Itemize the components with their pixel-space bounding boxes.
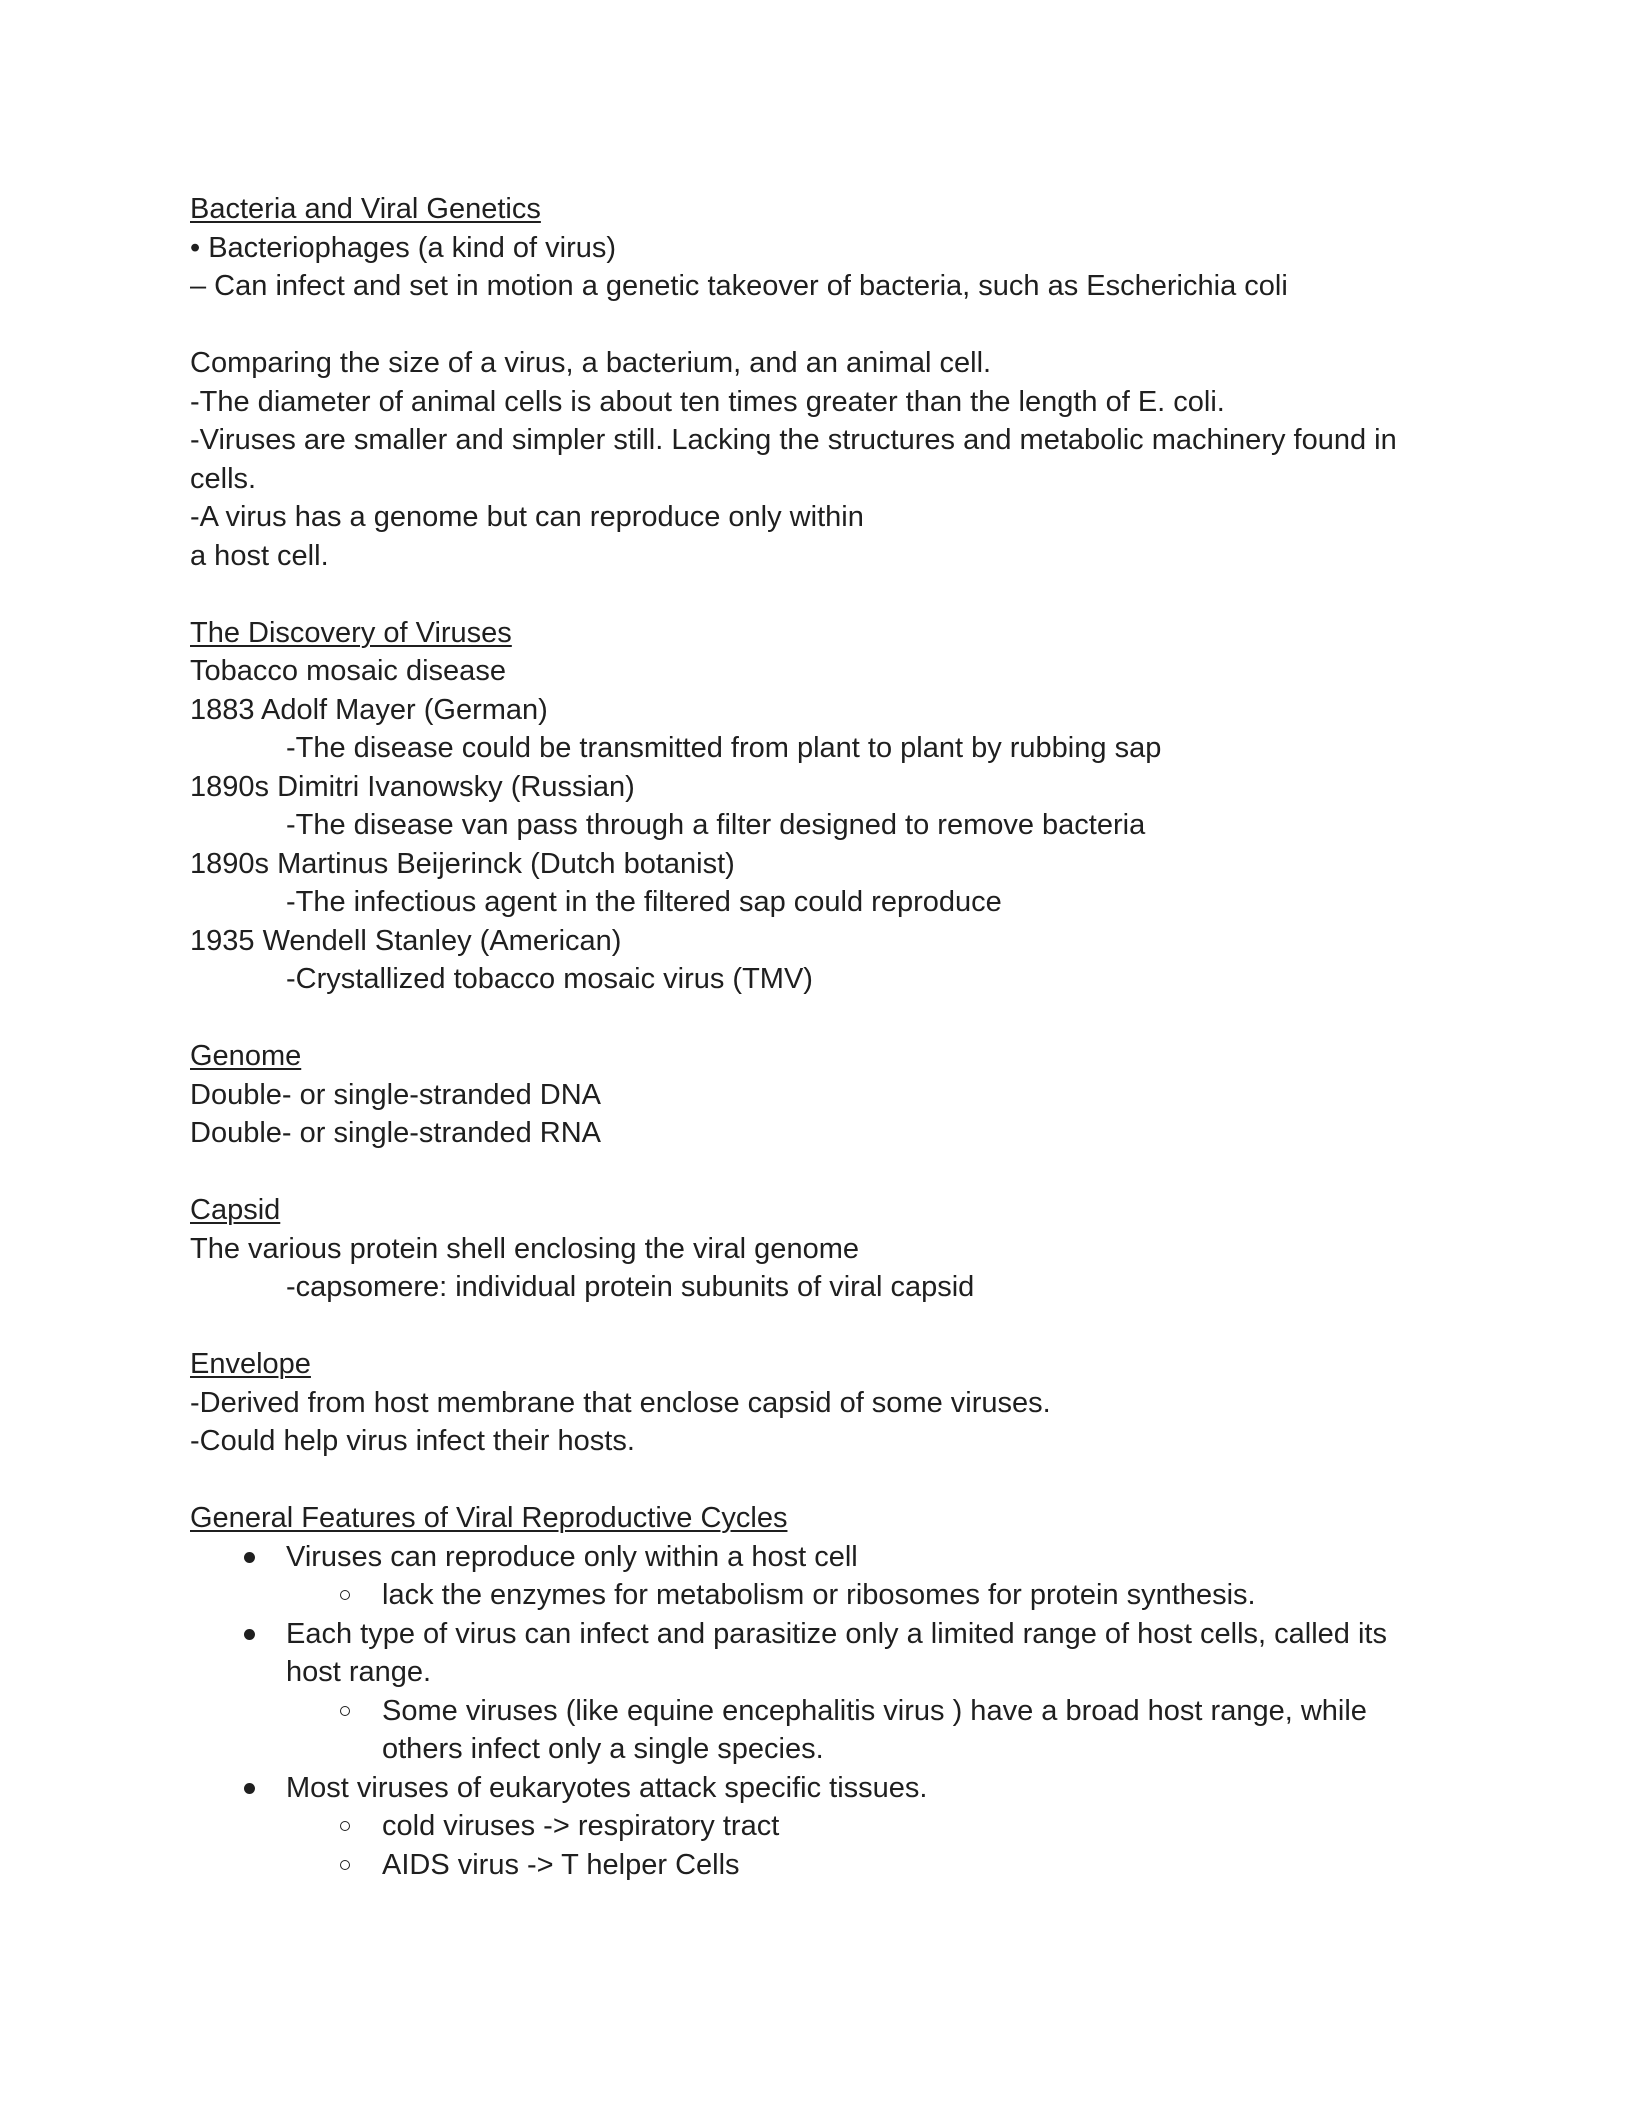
text-line: -Derived from host membrane that enclose capsid of some viruses. (190, 1386, 1051, 1419)
discovery-entry-title: 1890s Dimitri Ivanowsky (Russian) (190, 770, 635, 803)
bullet-item (190, 1615, 1450, 1692)
text-line: Double- or single-stranded DNA (190, 1078, 602, 1111)
text-line: a host cell. (190, 539, 329, 572)
text-line: -Viruses are smaller and simpler still. Lacking the structures and metabolic machinery found in (190, 424, 1397, 456)
hollow-circle-icon (340, 1860, 350, 1870)
bullet-dot-icon (244, 1783, 255, 1794)
heading-bacteria-viral-genetics: Bacteria and Viral Genetics (190, 193, 541, 225)
hollow-circle-icon (340, 1590, 350, 1600)
sub-bullet-text: cold viruses -> respiratory tract (382, 1810, 780, 1842)
discovery-entry-title: 1935 Wendell Stanley (American) (190, 924, 622, 957)
text-line: cells. (190, 462, 257, 495)
bullet-dot-icon (244, 1629, 255, 1640)
discovery-entry-title: 1890s Martinus Beijerinck (Dutch botanist) (190, 847, 735, 880)
heading-reproductive-cycles: General Features of Viral Reproductive Cycles (190, 1502, 788, 1534)
text-line: The various protein shell enclosing the viral genome (190, 1232, 859, 1265)
document-body (190, 190, 1450, 1884)
sub-bullet-item (190, 1846, 1450, 1885)
text-line: Double- or single-stranded RNA (190, 1117, 602, 1149)
hollow-circle-icon (340, 1821, 350, 1831)
text-line: – Can infect and set in motion a genetic takeover of bacteria, such as Escherichia coli (190, 270, 1288, 302)
bullet-text: Most viruses of eukaryotes attack specific tissues. (286, 1771, 928, 1804)
bullet-text: Viruses can reproduce only within a host cell (286, 1540, 858, 1573)
discovery-entry-detail: -The disease could be transmitted from plant to plant by rubbing sap (286, 732, 1162, 764)
text-line: • Bacteriophages (a kind of virus) (190, 231, 617, 264)
capsid-detail: -capsomere: individual protein subunits of viral capsid (286, 1271, 975, 1303)
text-line: Tobacco mosaic disease (190, 655, 506, 687)
sub-bullet-text: AIDS virus -> T helper Cells (382, 1848, 740, 1881)
text-line: -The diameter of animal cells is about ten times greater than the length of E. coli. (190, 385, 1225, 418)
heading-genome: Genome (190, 1040, 302, 1072)
sub-bullet-text: Some viruses (like equine encephalitis virus ) have a broad host range, while others infect only a single species. (382, 1694, 1367, 1765)
bullet-text: Each type of virus can infect and parasitize only a limited range of host cells, called its host range. (286, 1617, 1387, 1688)
heading-envelope: Envelope (190, 1348, 311, 1380)
discovery-entry-detail: -Crystallized tobacco mosaic virus (TMV) (286, 963, 813, 995)
discovery-entry-detail: -The infectious agent in the filtered sap could reproduce (286, 886, 1002, 918)
text-line: -Could help virus infect their hosts. (190, 1425, 635, 1457)
heading-discovery-of-viruses: The Discovery of Viruses (190, 616, 512, 649)
bullet-item (190, 1538, 1450, 1577)
sub-bullet-item (190, 1692, 1450, 1769)
sub-bullet-item (190, 1807, 1450, 1846)
text-line: Comparing the size of a virus, a bacterium, and an animal cell. (190, 347, 992, 379)
text-line: -A virus has a genome but can reproduce only within (190, 501, 864, 533)
heading-capsid: Capsid (190, 1194, 281, 1226)
discovery-entry-title: 1883 Adolf Mayer (German) (190, 693, 548, 726)
discovery-entry-detail: -The disease van pass through a filter designed to remove bacteria (286, 809, 1146, 841)
sub-bullet-item (190, 1576, 1450, 1615)
sub-bullet-text: lack the enzymes for metabolism or ribosomes for protein synthesis. (382, 1579, 1256, 1611)
bullet-dot-icon (244, 1552, 255, 1563)
hollow-circle-icon (340, 1706, 350, 1716)
bullet-item (190, 1769, 1450, 1808)
